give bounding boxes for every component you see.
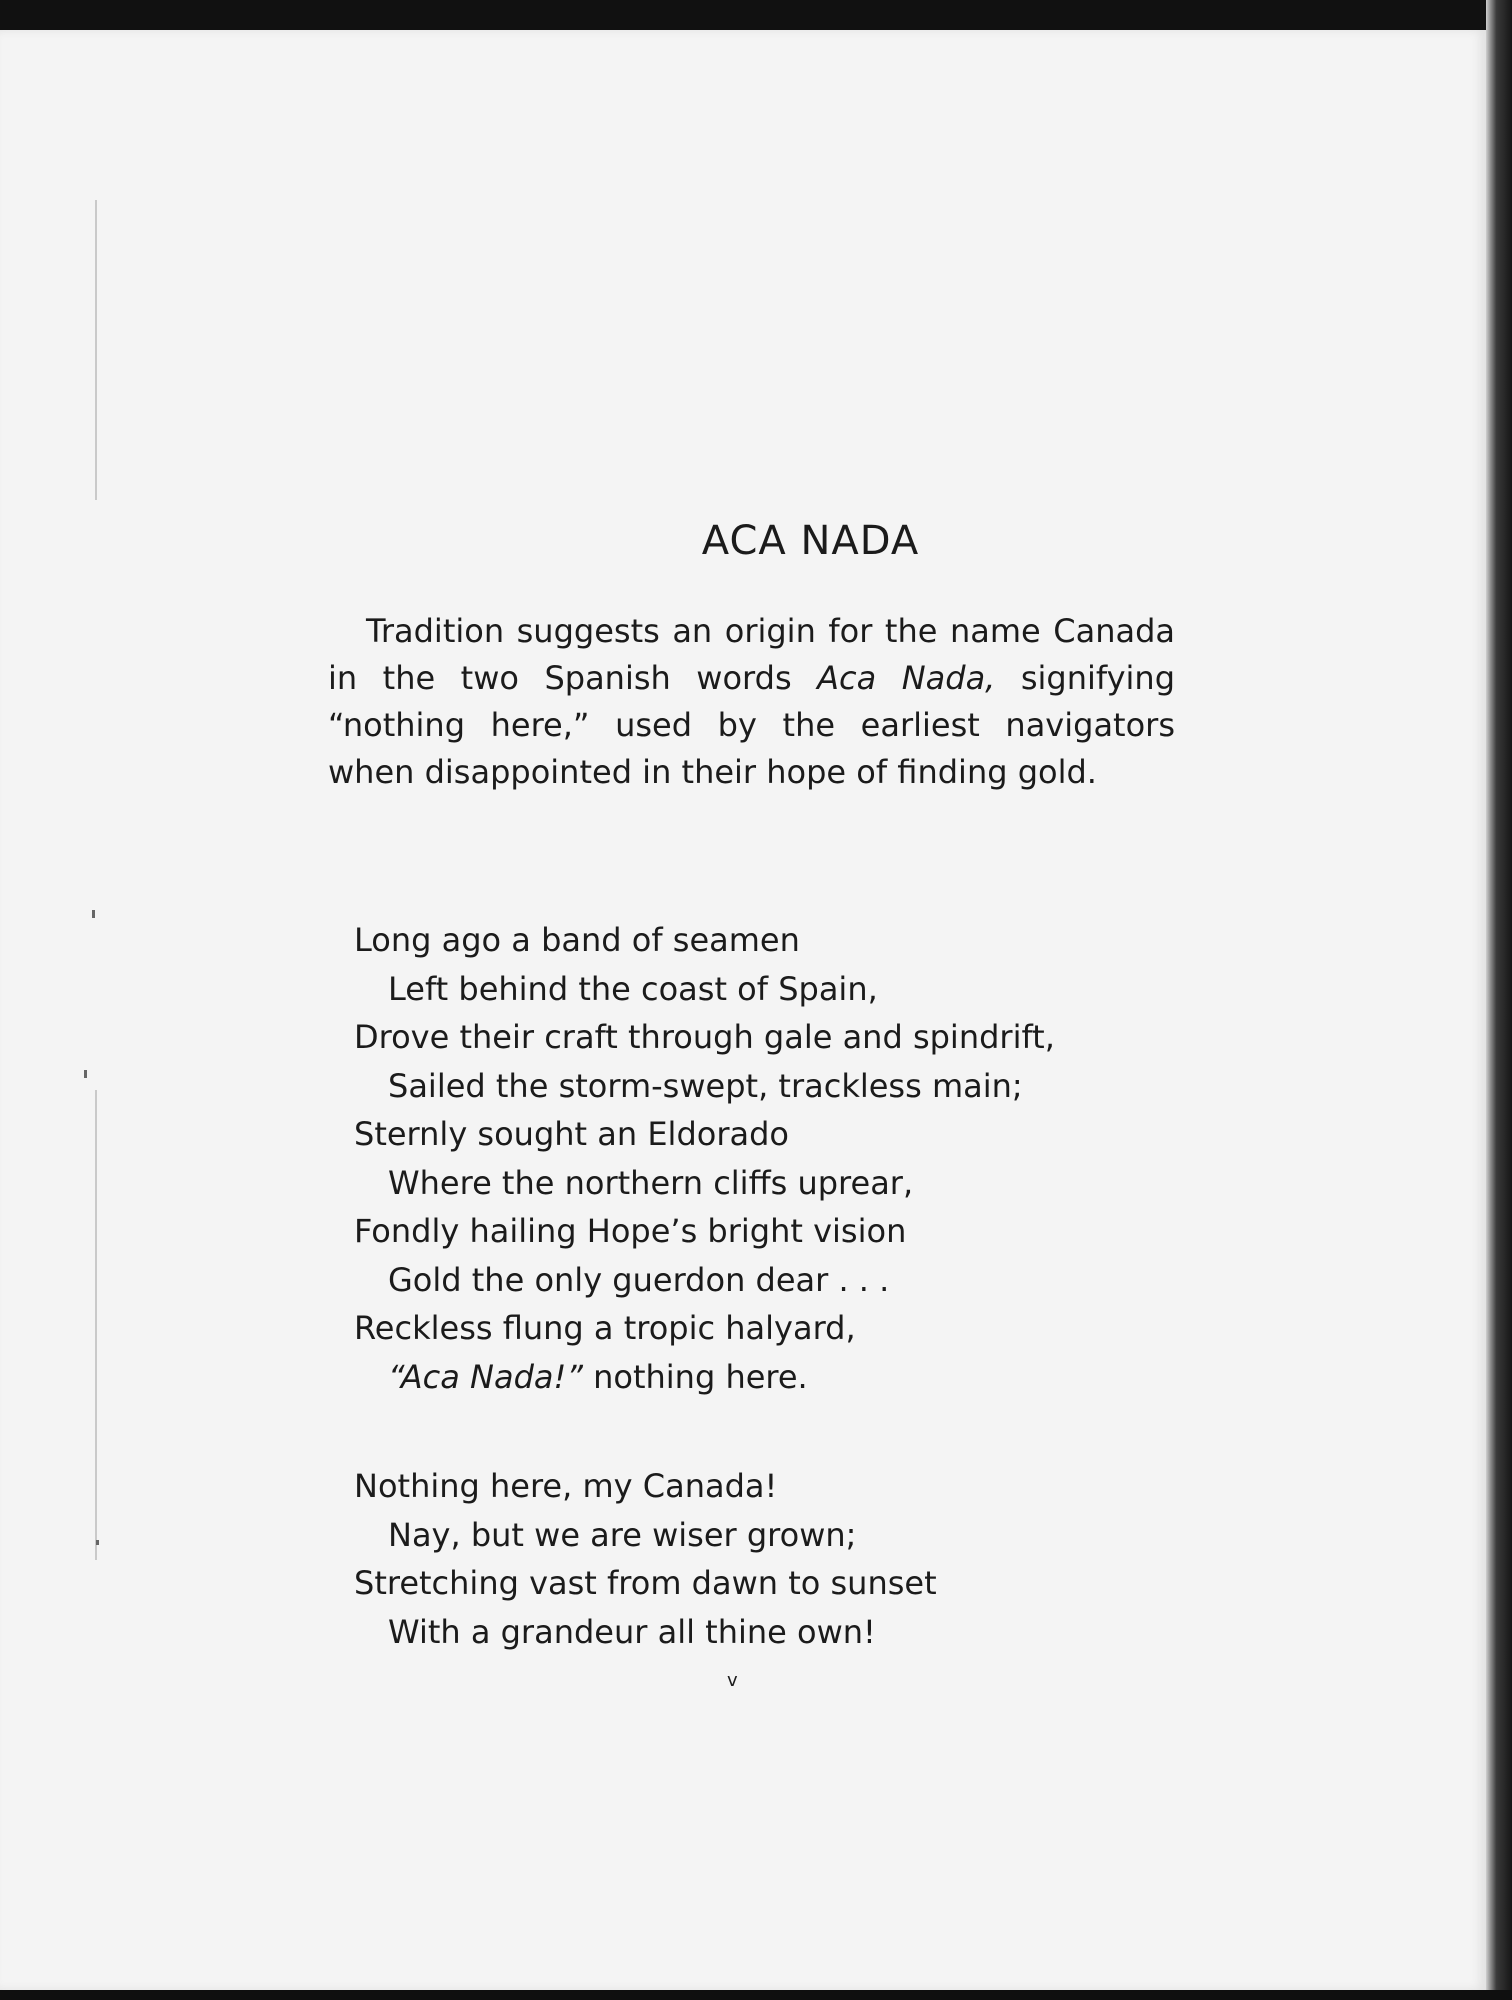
- page-number: v: [727, 1670, 738, 1691]
- intro-text: signifying “nothing here,” used by the earliest navigators when disappointed in their hope of finding gold.: [328, 659, 1176, 791]
- poem-line: Nothing here, my Canada!: [354, 1467, 778, 1505]
- scan-border-bottom: [0, 1990, 1512, 2000]
- poem-line: Reckless flung a tropic halyard,: [354, 1309, 856, 1347]
- poem-line: Gold the only guerdon dear . . .: [388, 1260, 890, 1299]
- poem-line: Stretching vast from dawn to sunset: [354, 1564, 937, 1602]
- book-page: [0, 30, 1486, 1990]
- scan-border-right: [1486, 0, 1512, 2000]
- poem-italic-phrase: “Aca Nada!”: [388, 1357, 583, 1396]
- poem-line: Left behind the coast of Spain,: [388, 969, 878, 1008]
- poem-line: [354, 1353, 1055, 1402]
- poem-line: Sailed the storm-swept, trackless main;: [388, 1066, 1023, 1105]
- poem-line: Drove their craft through gale and spindrift,: [354, 1018, 1055, 1056]
- intro-italic-phrase: Aca Nada,: [817, 659, 996, 697]
- page-title: ACA NADA: [701, 518, 920, 564]
- page-text: [0, 30, 1486, 1990]
- poem-stanza-2: [354, 1462, 937, 1656]
- poem-line: With a grandeur all thine own!: [388, 1612, 876, 1651]
- poem-stanza-1: [354, 916, 1055, 1401]
- poem-line: Where the northern cliffs uprear,: [388, 1163, 914, 1202]
- poem-line: Fondly hailing Hope’s bright vision: [354, 1212, 907, 1250]
- poem-line: Long ago a band of seamen: [354, 921, 800, 959]
- poem-line-text: nothing here.: [582, 1357, 808, 1396]
- poem-line: Sternly sought an Eldorado: [354, 1115, 789, 1153]
- poem-line: Nay, but we are wiser grown;: [388, 1515, 857, 1554]
- intro-paragraph: [328, 608, 1175, 796]
- scan-border-top: [0, 0, 1512, 32]
- intro-text: Tradition suggests an origin for the name Canada in the two Spanish words: [328, 612, 1175, 697]
